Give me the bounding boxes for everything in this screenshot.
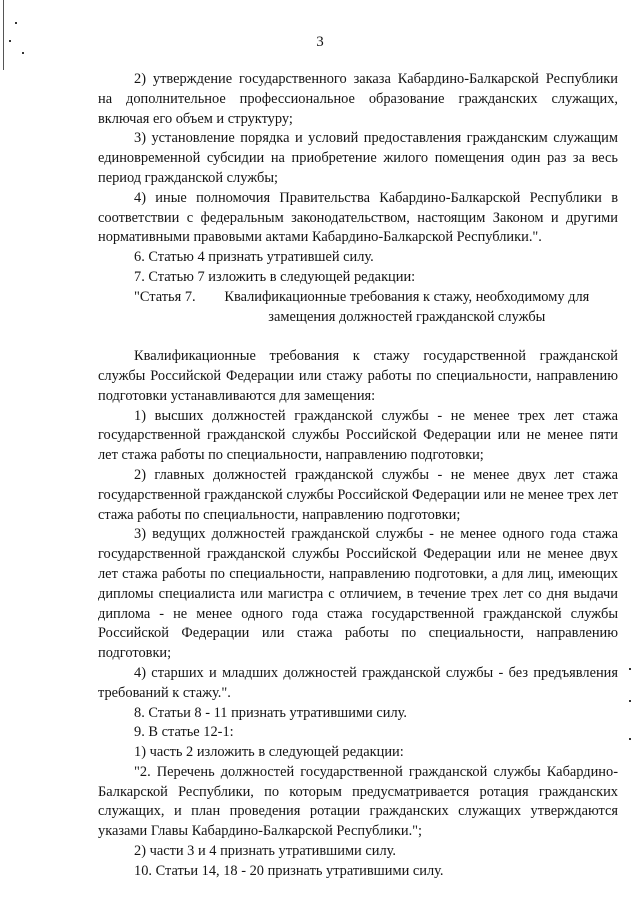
article-number: "Статья 7. xyxy=(134,288,196,305)
article-title: Квалификационные требования к стажу, необходимому для замещения должностей гражданской службы xyxy=(224,288,590,325)
scan-mark xyxy=(629,700,631,702)
paragraph: 2) главных должностей гражданской службы - не менее двух лет стажа государственной гражданской службы Российской Федерации или не менее трех лет стажа работы по специальности, направлению подготовки; xyxy=(98,466,618,523)
paragraph: 6. Статью 4 признать утратившей силу. xyxy=(134,249,374,266)
paragraph: 8. Статьи 8 - 11 признать утратившими силу. xyxy=(134,704,407,721)
paragraph: 7. Статью 7 изложить в следующей редакции: xyxy=(134,268,416,285)
paragraph: 2) утверждение государственного заказа Кабардино-Балкарской Республики на дополнительное профессиональное образование гражданских служащих, включая его объем и структуру; xyxy=(98,71,618,127)
paragraph: 9. В статье 12-1: xyxy=(134,724,234,741)
paragraph: 2) части 3 и 4 признать утратившими силу. xyxy=(134,843,396,860)
blank-line xyxy=(98,327,618,347)
scan-mark xyxy=(629,738,631,740)
paragraph: 1) часть 2 изложить в следующей редакции: xyxy=(134,744,404,761)
scan-mark xyxy=(629,668,631,670)
document-body xyxy=(98,70,618,882)
paragraph: 1) высших должностей гражданской службы - не менее трех лет стажа государственной гражданской службы Российской Федерации или не менее пяти лет стажа работы по специальности, направлению подготовки; xyxy=(98,407,618,464)
paragraph: 4) иные полномочия Правительства Кабардино-Балкарской Республики в соответствии с федеральным законодательством, настоящим Законом и другими нормативными правовыми актами Кабардино-Балкарской Республики.". xyxy=(98,189,618,246)
paragraph: Квалификационные требования к стажу государственной гражданской службы Российской Федерации или стажу работы по специальности, направлению подготовки устанавливаются для замещения: xyxy=(98,348,618,404)
paragraph: 10. Статьи 14, 18 - 20 признать утратившими силу. xyxy=(134,862,444,879)
paragraph: 3) ведущих должностей гражданской службы - не менее одного года стажа государственной гражданской службы Российской Федерации или не менее двух лет стажа работы по специальности, направлению подготовки, а для лиц, имеющих дипломы специалиста или магистра с отличием, в течение трех лет со дня выдачи диплома - не менее одного года стажа государственной гражданской службы Российской Федерации или стажа работы по специальности, направлению подготовки; xyxy=(98,526,618,662)
paragraph: 3) установление порядка и условий предоставления гражданским служащим единовременной субсидии на приобретение жилого помещения один раз за весь период гражданской службы; xyxy=(98,130,618,186)
article-heading xyxy=(98,288,618,328)
scan-mark xyxy=(15,22,17,24)
paragraph: 4) старших и младших должностей гражданской службы - без предъявления требований к стажу.". xyxy=(98,664,618,701)
paragraph: "2. Перечень должностей государственной гражданской службы Кабардино-Балкарской Республики, по которым предусматривается ротация гражданских служащих, и план проведения ротации гражданских служащих утверждаются указами Главы Кабардино-Балкарской Республики."; xyxy=(98,763,618,840)
page-number: 3 xyxy=(316,34,324,50)
scan-mark xyxy=(22,52,24,54)
